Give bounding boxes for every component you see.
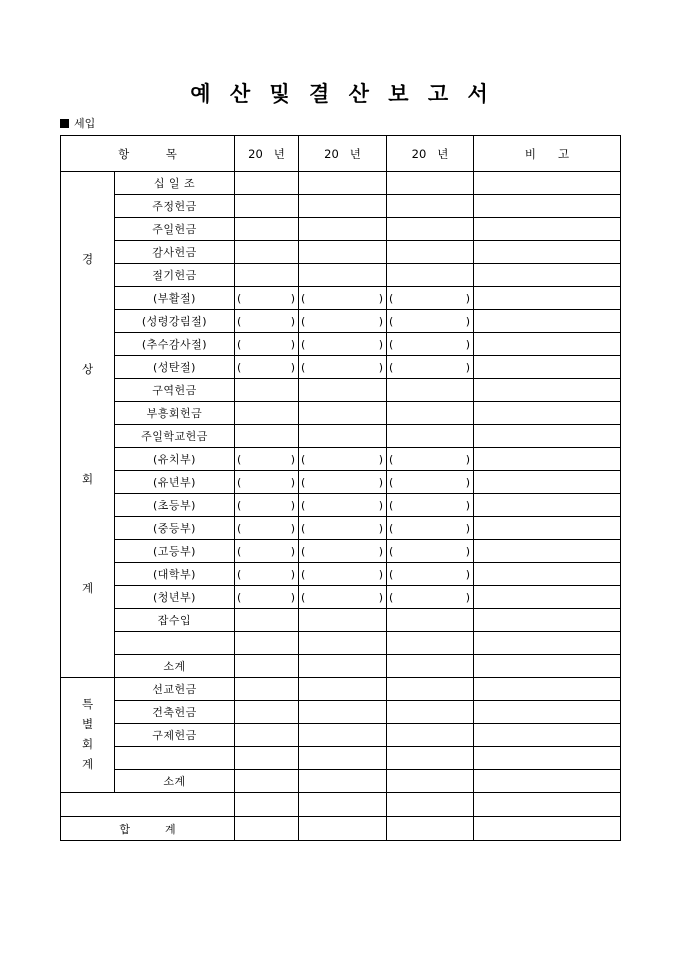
remarks-cell[interactable] <box>474 264 621 287</box>
remarks-cell[interactable] <box>474 701 621 724</box>
paren-open: ( <box>237 291 242 305</box>
year-1-cell[interactable] <box>235 724 299 747</box>
remarks-cell[interactable] <box>474 356 621 379</box>
paren-value <box>235 476 298 489</box>
paren-open: ( <box>389 337 394 351</box>
year-3-cell[interactable] <box>387 379 474 402</box>
paren-value <box>387 292 473 305</box>
paren-open: ( <box>389 452 394 466</box>
year-1-cell[interactable] <box>235 402 299 425</box>
item-label: 주일학교헌금 <box>115 425 235 448</box>
table-row <box>61 540 621 563</box>
year-3-cell[interactable] <box>387 333 474 356</box>
item-label: 부흥회헌금 <box>115 402 235 425</box>
remarks-cell[interactable] <box>474 817 621 841</box>
item-label: 소계 <box>115 655 235 678</box>
paren-open: ( <box>301 314 306 328</box>
year-1-cell[interactable] <box>235 471 299 494</box>
year-2-cell[interactable] <box>299 448 387 471</box>
year-3-cell[interactable] <box>387 586 474 609</box>
table-row <box>61 448 621 471</box>
year-1-cell[interactable] <box>235 287 299 310</box>
table-row <box>61 379 621 402</box>
year-1-cell[interactable] <box>235 817 299 841</box>
year-3-cell[interactable] <box>387 678 474 701</box>
paren-value <box>387 361 473 374</box>
paren-value <box>387 545 473 558</box>
paren-open: ( <box>301 337 306 351</box>
year-1-cell[interactable] <box>235 172 299 195</box>
item-label: (부활절) <box>115 287 235 310</box>
remarks-cell[interactable] <box>474 425 621 448</box>
year-3-cell[interactable] <box>387 172 474 195</box>
year-2-cell[interactable] <box>299 701 387 724</box>
paren-value <box>235 315 298 328</box>
table-row <box>61 701 621 724</box>
total-label: 합 계 <box>61 817 235 841</box>
year-2-cell[interactable] <box>299 678 387 701</box>
table-row <box>61 747 621 770</box>
paren-value <box>387 568 473 581</box>
paren-close: ) <box>290 452 295 466</box>
year-1-cell[interactable] <box>235 655 299 678</box>
paren-value <box>299 545 386 558</box>
remarks-cell[interactable] <box>474 747 621 770</box>
item-label: 감사헌금 <box>115 241 235 264</box>
year-1-cell[interactable] <box>235 540 299 563</box>
year-3-cell[interactable] <box>387 241 474 264</box>
paren-close: ) <box>378 498 383 512</box>
paren-value <box>299 591 386 604</box>
paren-value <box>235 499 298 512</box>
item-label: 소계 <box>115 770 235 793</box>
year-1-cell[interactable] <box>235 356 299 379</box>
year-3-cell[interactable] <box>387 195 474 218</box>
paren-close: ) <box>290 291 295 305</box>
paren-value <box>387 499 473 512</box>
header-year-1: 20 년 <box>235 136 299 172</box>
year-3-cell[interactable] <box>387 264 474 287</box>
table-row <box>61 425 621 448</box>
year-1-cell[interactable] <box>235 632 299 655</box>
table-row <box>61 287 621 310</box>
remarks-cell[interactable] <box>474 448 621 471</box>
table-row <box>61 724 621 747</box>
paren-open: ( <box>389 544 394 558</box>
paren-value <box>299 453 386 466</box>
paren-open: ( <box>301 360 306 374</box>
paren-close: ) <box>378 452 383 466</box>
remarks-cell[interactable] <box>474 241 621 264</box>
table-row <box>61 770 621 793</box>
year-1-cell[interactable] <box>235 609 299 632</box>
item-label: 선교헌금 <box>115 678 235 701</box>
square-bullet-icon <box>60 119 69 128</box>
year-1-cell[interactable] <box>235 586 299 609</box>
item-label: 잡수입 <box>115 609 235 632</box>
paren-close: ) <box>465 498 470 512</box>
paren-value <box>235 453 298 466</box>
paren-close: ) <box>290 337 295 351</box>
item-label: (추수감사절) <box>115 333 235 356</box>
paren-close: ) <box>465 521 470 535</box>
paren-value <box>299 522 386 535</box>
table-row <box>61 172 621 195</box>
table-row <box>61 241 621 264</box>
item-label: (고등부) <box>115 540 235 563</box>
paren-open: ( <box>237 475 242 489</box>
table-row <box>61 310 621 333</box>
table-row <box>61 195 621 218</box>
paren-open: ( <box>389 590 394 604</box>
table-row <box>61 517 621 540</box>
paren-open: ( <box>389 475 394 489</box>
paren-value <box>235 568 298 581</box>
table-row <box>61 264 621 287</box>
paren-close: ) <box>290 521 295 535</box>
paren-value <box>299 315 386 328</box>
year-2-cell[interactable] <box>299 540 387 563</box>
year-2-cell[interactable] <box>299 724 387 747</box>
paren-value <box>387 476 473 489</box>
year-3-cell[interactable] <box>387 287 474 310</box>
year-1-cell[interactable] <box>235 770 299 793</box>
paren-open: ( <box>301 291 306 305</box>
remarks-cell[interactable] <box>474 402 621 425</box>
year-2-cell[interactable] <box>299 609 387 632</box>
year-1-cell[interactable] <box>235 218 299 241</box>
item-label: (대학부) <box>115 563 235 586</box>
paren-close: ) <box>290 590 295 604</box>
year-1-cell[interactable] <box>235 333 299 356</box>
year-2-cell[interactable] <box>299 379 387 402</box>
year-2-cell[interactable] <box>299 494 387 517</box>
paren-close: ) <box>378 314 383 328</box>
table-row <box>61 563 621 586</box>
item-label: 주정헌금 <box>115 195 235 218</box>
year-3-cell[interactable] <box>387 494 474 517</box>
group-label-char: 특 <box>81 697 94 712</box>
item-label: 건축헌금 <box>115 701 235 724</box>
year-3-cell[interactable] <box>387 770 474 793</box>
year-3-cell[interactable] <box>387 218 474 241</box>
remarks-cell[interactable] <box>474 172 621 195</box>
header-year-3: 20 년 <box>387 136 474 172</box>
year-2-cell[interactable] <box>299 471 387 494</box>
remarks-cell[interactable] <box>474 195 621 218</box>
year-1-cell[interactable] <box>235 701 299 724</box>
paren-value <box>387 453 473 466</box>
year-2-cell[interactable] <box>299 264 387 287</box>
year-1-cell[interactable] <box>235 517 299 540</box>
group-label-char: 별 <box>81 717 94 732</box>
year-2-cell[interactable] <box>299 241 387 264</box>
year-3-cell[interactable] <box>387 701 474 724</box>
paren-open: ( <box>389 521 394 535</box>
item-label: 구역헌금 <box>115 379 235 402</box>
paren-open: ( <box>237 521 242 535</box>
paren-open: ( <box>301 452 306 466</box>
year-1-cell[interactable] <box>235 678 299 701</box>
section-label-text: 세입 <box>74 117 96 130</box>
paren-value <box>299 568 386 581</box>
item-label: (초등부) <box>115 494 235 517</box>
year-2-cell[interactable] <box>299 517 387 540</box>
paren-close: ) <box>290 475 295 489</box>
blank-row <box>61 793 621 817</box>
item-label: 구제헌금 <box>115 724 235 747</box>
paren-open: ( <box>237 544 242 558</box>
paren-open: ( <box>237 360 242 374</box>
paren-close: ) <box>465 567 470 581</box>
paren-close: ) <box>290 360 295 374</box>
remarks-cell[interactable] <box>474 678 621 701</box>
paren-close: ) <box>378 521 383 535</box>
paren-close: ) <box>465 544 470 558</box>
paren-open: ( <box>237 337 242 351</box>
item-label: (성령강림절) <box>115 310 235 333</box>
paren-value <box>299 292 386 305</box>
item-label <box>115 632 235 655</box>
paren-open: ( <box>237 567 242 581</box>
remarks-cell[interactable] <box>474 517 621 540</box>
year-1-cell[interactable] <box>235 379 299 402</box>
paren-close: ) <box>378 337 383 351</box>
year-2-cell[interactable] <box>299 287 387 310</box>
remarks-cell[interactable] <box>474 379 621 402</box>
year-3-cell[interactable] <box>387 425 474 448</box>
paren-open: ( <box>301 567 306 581</box>
year-2-cell[interactable] <box>299 655 387 678</box>
year-3-cell[interactable] <box>387 540 474 563</box>
table-row <box>61 632 621 655</box>
paren-open: ( <box>301 590 306 604</box>
group-label-char: 회 <box>81 737 94 751</box>
year-2-cell[interactable] <box>299 172 387 195</box>
remarks-cell[interactable] <box>474 494 621 517</box>
document-title: 예 산 및 결 산 보 고 서 <box>190 81 490 106</box>
paren-close: ) <box>378 360 383 374</box>
remarks-cell[interactable] <box>474 770 621 793</box>
paren-open: ( <box>301 498 306 512</box>
paren-value <box>387 522 473 535</box>
year-3-cell[interactable] <box>387 402 474 425</box>
section-label <box>60 115 95 131</box>
paren-close: ) <box>465 337 470 351</box>
group-label-char: 계 <box>81 581 94 596</box>
year-2-cell[interactable] <box>299 333 387 356</box>
paren-close: ) <box>465 291 470 305</box>
remarks-cell[interactable] <box>474 563 621 586</box>
paren-value <box>235 361 298 374</box>
year-2-cell[interactable] <box>299 563 387 586</box>
table-header-row <box>61 136 621 172</box>
budget-table <box>60 135 621 841</box>
paren-close: ) <box>378 567 383 581</box>
header-item: 항 목 <box>61 136 235 172</box>
paren-value <box>235 522 298 535</box>
year-1-cell[interactable] <box>235 563 299 586</box>
paren-open: ( <box>301 544 306 558</box>
item-label: (중등부) <box>115 517 235 540</box>
paren-close: ) <box>378 291 383 305</box>
year-3-cell[interactable] <box>387 655 474 678</box>
paren-close: ) <box>290 314 295 328</box>
remarks-cell[interactable] <box>474 471 621 494</box>
paren-close: ) <box>465 452 470 466</box>
blank-label-cell[interactable] <box>61 793 235 817</box>
remarks-cell[interactable] <box>474 586 621 609</box>
year-2-cell[interactable] <box>299 195 387 218</box>
year-3-cell[interactable] <box>387 471 474 494</box>
group-label-char: 계 <box>81 756 94 771</box>
year-2-cell[interactable] <box>299 747 387 770</box>
year-3-cell[interactable] <box>387 310 474 333</box>
year-3-cell[interactable] <box>387 793 474 817</box>
year-3-cell[interactable] <box>387 724 474 747</box>
paren-open: ( <box>237 314 242 328</box>
year-1-cell[interactable] <box>235 195 299 218</box>
year-1-cell[interactable] <box>235 264 299 287</box>
paren-value <box>387 591 473 604</box>
paren-open: ( <box>301 475 306 489</box>
remarks-cell[interactable] <box>474 724 621 747</box>
paren-open: ( <box>389 314 394 328</box>
year-3-cell[interactable] <box>387 747 474 770</box>
year-2-cell[interactable] <box>299 425 387 448</box>
item-label: (청년부) <box>115 586 235 609</box>
paren-value <box>299 476 386 489</box>
group-label-char: 상 <box>81 361 94 376</box>
year-1-cell[interactable] <box>235 310 299 333</box>
paren-close: ) <box>465 314 470 328</box>
year-1-cell[interactable] <box>235 241 299 264</box>
paren-value <box>235 292 298 305</box>
paren-close: ) <box>290 544 295 558</box>
paren-close: ) <box>378 544 383 558</box>
paren-open: ( <box>389 291 394 305</box>
paren-close: ) <box>378 475 383 489</box>
paren-open: ( <box>237 590 242 604</box>
paren-value <box>299 338 386 351</box>
paren-value <box>235 591 298 604</box>
remarks-cell[interactable] <box>474 540 621 563</box>
group-label <box>61 698 114 771</box>
table-row <box>61 609 621 632</box>
table-row <box>61 494 621 517</box>
year-3-cell[interactable] <box>387 563 474 586</box>
remarks-cell[interactable] <box>474 609 621 632</box>
remarks-cell[interactable] <box>474 793 621 817</box>
year-3-cell[interactable] <box>387 609 474 632</box>
item-label: (유년부) <box>115 471 235 494</box>
paren-close: ) <box>290 567 295 581</box>
remarks-cell[interactable] <box>474 310 621 333</box>
table-row <box>61 402 621 425</box>
table-row <box>61 678 621 701</box>
year-1-cell[interactable] <box>235 747 299 770</box>
item-label: 십 일 조 <box>115 172 235 195</box>
paren-value <box>299 361 386 374</box>
item-label: (성탄절) <box>115 356 235 379</box>
table-row <box>61 356 621 379</box>
table-row <box>61 218 621 241</box>
paren-value <box>235 338 298 351</box>
item-label <box>115 747 235 770</box>
paren-close: ) <box>290 498 295 512</box>
table-row <box>61 586 621 609</box>
paren-open: ( <box>389 360 394 374</box>
paren-close: ) <box>378 590 383 604</box>
paren-open: ( <box>389 498 394 512</box>
year-2-cell[interactable] <box>299 402 387 425</box>
paren-value <box>235 545 298 558</box>
group-label-char: 회 <box>81 471 94 486</box>
total-row <box>61 817 621 841</box>
year-1-cell[interactable] <box>235 494 299 517</box>
group-label-char: 경 <box>81 251 94 266</box>
paren-open: ( <box>389 567 394 581</box>
paren-close: ) <box>465 360 470 374</box>
year-3-cell[interactable] <box>387 817 474 841</box>
paren-open: ( <box>237 452 242 466</box>
remarks-cell[interactable] <box>474 333 621 356</box>
paren-value <box>387 338 473 351</box>
year-2-cell[interactable] <box>299 793 387 817</box>
year-1-cell[interactable] <box>235 793 299 817</box>
table-row <box>61 471 621 494</box>
header-year-2: 20 년 <box>299 136 387 172</box>
remarks-cell[interactable] <box>474 218 621 241</box>
paren-open: ( <box>237 498 242 512</box>
year-2-cell[interactable] <box>299 218 387 241</box>
year-3-cell[interactable] <box>387 448 474 471</box>
remarks-cell[interactable] <box>474 287 621 310</box>
year-3-cell[interactable] <box>387 517 474 540</box>
header-remarks: 비 고 <box>474 136 621 172</box>
year-2-cell[interactable] <box>299 586 387 609</box>
paren-value <box>299 499 386 512</box>
item-label: (유치부) <box>115 448 235 471</box>
year-1-cell[interactable] <box>235 448 299 471</box>
year-2-cell[interactable] <box>299 817 387 841</box>
year-3-cell[interactable] <box>387 632 474 655</box>
group-label <box>61 253 114 596</box>
paren-value <box>387 315 473 328</box>
year-2-cell[interactable] <box>299 770 387 793</box>
year-2-cell[interactable] <box>299 356 387 379</box>
group-general-account <box>61 172 115 678</box>
year-3-cell[interactable] <box>387 356 474 379</box>
remarks-cell[interactable] <box>474 655 621 678</box>
group-special-account <box>61 678 115 793</box>
table-row <box>61 333 621 356</box>
remarks-cell[interactable] <box>474 632 621 655</box>
paren-open: ( <box>301 521 306 535</box>
year-2-cell[interactable] <box>299 632 387 655</box>
item-label: 주일헌금 <box>115 218 235 241</box>
table-row <box>61 655 621 678</box>
year-2-cell[interactable] <box>299 310 387 333</box>
paren-close: ) <box>465 475 470 489</box>
paren-close: ) <box>465 590 470 604</box>
item-label: 절기헌금 <box>115 264 235 287</box>
year-1-cell[interactable] <box>235 425 299 448</box>
